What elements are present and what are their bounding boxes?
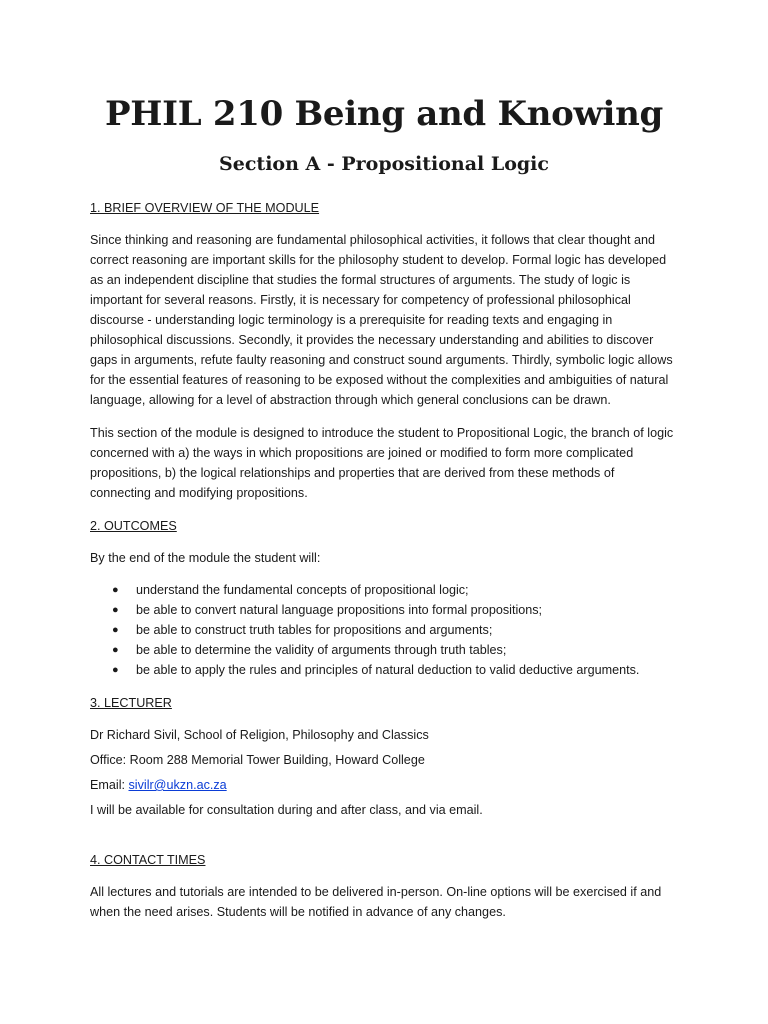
section-heading-overview: 1. BRIEF OVERVIEW OF THE MODULE: [90, 201, 320, 215]
document-subtitle: Section A - Propositional Logic: [219, 153, 549, 175]
list-item: [90, 640, 678, 660]
email-link[interactable]: sivilr@ukzn.ac.za: [128, 778, 227, 792]
list-item: [90, 620, 678, 640]
list-item: [90, 580, 678, 600]
outcome-text: be able to apply the rules and principles of natural deduction to valid deductive arguments.: [136, 663, 640, 677]
section-overview: [90, 198, 678, 503]
outcomes-list: [90, 580, 678, 680]
bullet-icon: ●: [112, 664, 119, 676]
section-lecturer: [90, 693, 678, 820]
outcome-text: understand the fundamental concepts of propositional logic;: [136, 583, 469, 597]
lecturer-email-line: [90, 775, 678, 795]
document-title: PHIL 210 Being and Knowing: [105, 94, 663, 134]
lecturer-availability: I will be available for consultation during and after class, and via email.: [90, 803, 483, 817]
section-outcomes: [90, 516, 678, 680]
section-contact-times: [90, 850, 678, 922]
email-label: Email:: [90, 778, 129, 792]
contact-times-paragraph: All lectures and tutorials are intended to be delivered in-person. On-line options will be exercised if and when the need arises. Students will be notified in advance of any changes.: [90, 885, 662, 919]
outcome-text: be able to convert natural language propositions into formal propositions;: [136, 603, 543, 617]
overview-paragraph-1: Since thinking and reasoning are fundamental philosophical activities, it follows that clear thought and correct reasoning are important skills for the philosophy student to develop. Formal logic has developed as an independent discipline that studies the formal structures of arguments. The study of logic is important for several reasons. Firstly, it is necessary for competency of professional philosophical discourse - understanding logic terminology is a prerequisite for reading texts and engaging in philosophical discussions. Secondly, it provides the necessary understanding and abilities to discover gaps in arguments, refute faulty reasoning and construct sound arguments. Thirdly, symbolic logic allows for the essential features of reasoning to be exposed without the complexities and ambiguities of natural language, allowing for a level of abstraction through which general conclusions can be drawn.: [90, 233, 673, 407]
lecturer-name: Dr Richard Sivil, School of Religion, Philosophy and Classics: [90, 728, 429, 742]
section-heading-lecturer: 3. LECTURER: [90, 696, 172, 710]
outcome-text: be able to determine the validity of arguments through truth tables;: [136, 643, 507, 657]
lecturer-office: Office: Room 288 Memorial Tower Building, Howard College: [90, 753, 425, 767]
outcome-text: be able to construct truth tables for propositions and arguments;: [136, 623, 493, 637]
bullet-icon: ●: [112, 604, 119, 616]
outcomes-intro: By the end of the module the student will:: [90, 551, 321, 565]
overview-paragraph-2: This section of the module is designed to introduce the student to Propositional Logic, the branch of logic concerned with a) the ways in which propositions are joined or modified to form more complicated propositions, b) the logical relationships and properties that are derived from these methods of connecting and modifying propositions.: [90, 426, 674, 500]
bullet-icon: ●: [112, 584, 119, 596]
bullet-icon: ●: [112, 624, 119, 636]
list-item: [90, 660, 678, 680]
bullet-icon: ●: [112, 644, 119, 656]
section-heading-contact-times: 4. CONTACT TIMES: [90, 853, 206, 867]
section-heading-outcomes: 2. OUTCOMES: [90, 519, 177, 533]
list-item: [90, 600, 678, 620]
